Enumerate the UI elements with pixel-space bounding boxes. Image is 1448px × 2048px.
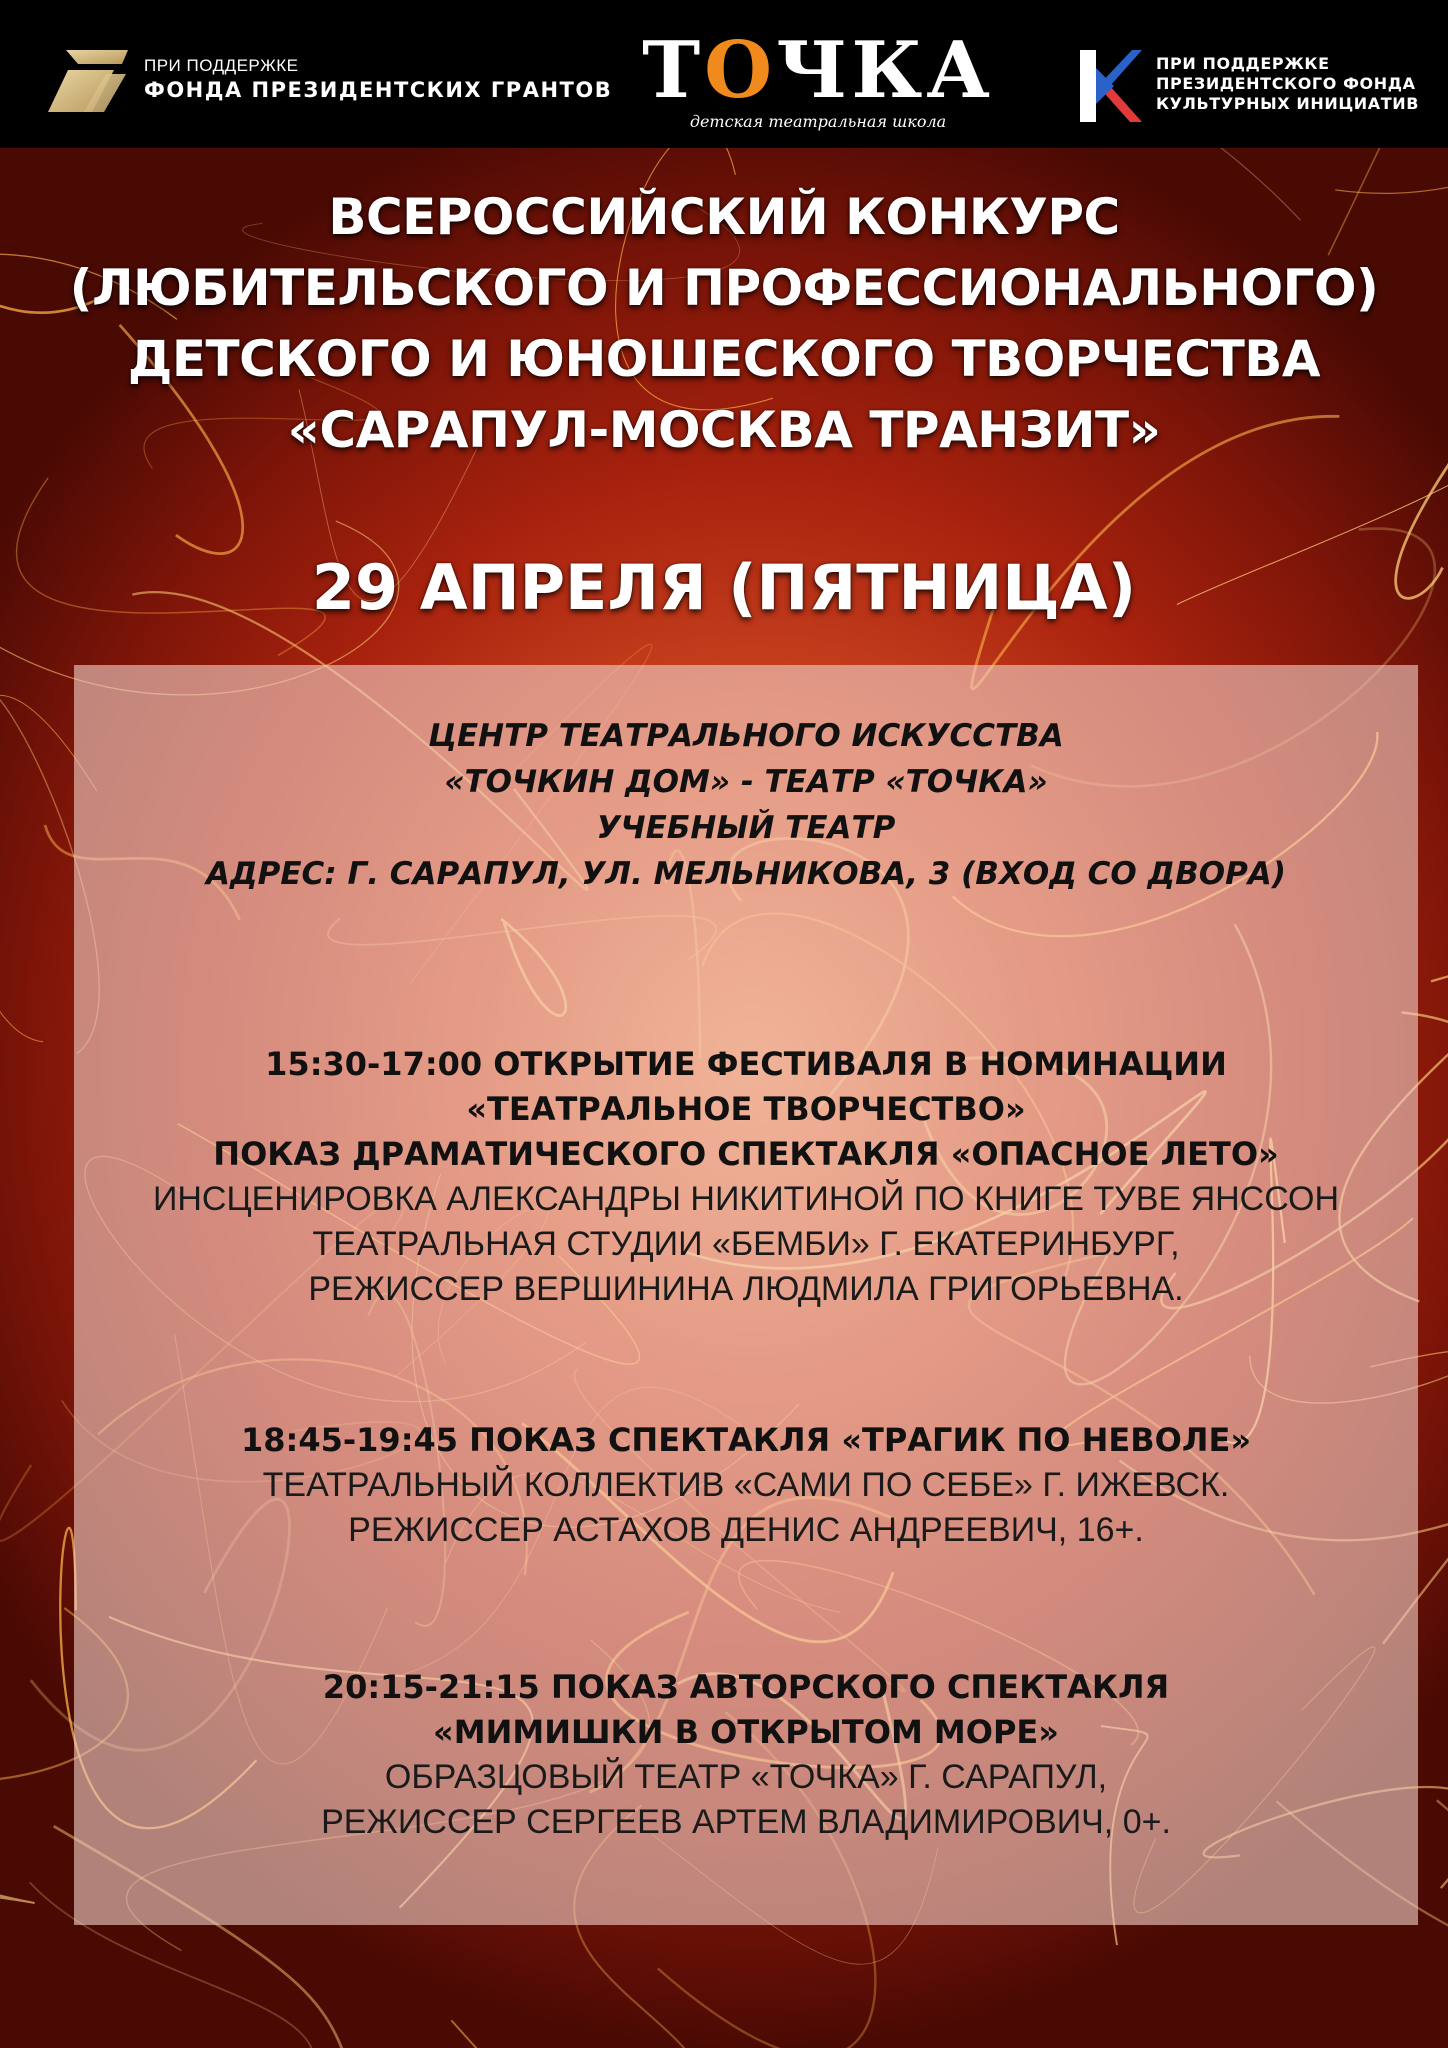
cultural-initiatives-fund-logo-icon bbox=[1080, 46, 1142, 126]
venue-address: АДРЕС: Г. САРАПУЛ, УЛ. МЕЛЬНИКОВА, 3 (ВХОД СО ДВОРА) bbox=[206, 856, 1286, 892]
event-1-heading-2: «ТЕАТРАЛЬНОЕ ТВОРЧЕСТВО» bbox=[466, 1090, 1026, 1128]
presidential-grants-fund-logo-icon bbox=[48, 46, 130, 116]
schedule-event-2 bbox=[74, 1418, 1418, 1553]
cultural-initiatives-fund-caption bbox=[1156, 54, 1419, 114]
venue-line-3: УЧЕБНЫЙ ТЕАТР bbox=[596, 810, 896, 846]
event-1-heading-3: ПОКАЗ ДРАМАТИЧЕСКОГО СПЕКТАКЛЯ «ОПАСНОЕ ЛЕТО» bbox=[213, 1135, 1279, 1173]
venue-info bbox=[74, 713, 1418, 897]
tochka-logo-word bbox=[632, 26, 1004, 116]
pfki-line-1: ПРИ ПОДДЕРЖКЕ bbox=[1156, 54, 1330, 73]
event-2-desc-1: ТЕАТРАЛЬНЫЙ КОЛЛЕКТИВ «САМИ ПО СЕБЕ» Г. ИЖЕВСК. bbox=[262, 1466, 1230, 1504]
venue-line-1: ЦЕНТР ТЕАТРАЛЬНОГО ИСКУССТВА bbox=[428, 718, 1064, 754]
schedule-event-1 bbox=[74, 1042, 1418, 1312]
grants-support-label: ПРИ ПОДДЕРЖКЕ bbox=[144, 56, 299, 75]
event-1-desc-2: ТЕАТРАЛЬНАЯ СТУДИИ «БЕМБИ» Г. ЕКАТЕРИНБУРГ, bbox=[312, 1225, 1180, 1263]
event-1-heading-1: 15:30-17:00 ОТКРЫТИЕ ФЕСТИВАЛЯ В НОМИНАЦИИ bbox=[265, 1045, 1227, 1083]
event-3-desc-1: ОБРАЗЦОВЫЙ ТЕАТР «ТОЧКА» Г. САРАПУЛ, bbox=[384, 1758, 1108, 1796]
event-3-heading-2: «МИМИШКИ В ОТКРЫТОМ МОРЕ» bbox=[433, 1713, 1059, 1751]
light-trail bbox=[451, 2020, 896, 2048]
title-line-1: ВСЕРОССИЙСКИЙ КОНКУРС bbox=[328, 188, 1120, 246]
tochka-logo bbox=[632, 26, 1004, 136]
title-line-2: (ЛЮБИТЕЛЬСКОГО И ПРОФЕССИОНАЛЬНОГО) bbox=[69, 259, 1379, 317]
event-2-desc-2: РЕЖИССЕР АСТАХОВ ДЕНИС АНДРЕЕВИЧ, 16+. bbox=[348, 1511, 1144, 1549]
title-line-4: «САРАПУЛ-МОСКВА ТРАНЗИТ» bbox=[287, 401, 1161, 459]
schedule-panel bbox=[74, 665, 1418, 1925]
pfki-line-2: ПРЕЗИДЕНТСКОГО ФОНДА bbox=[1156, 74, 1416, 93]
title-line-3: ДЕТСКОГО И ЮНОШЕСКОГО ТВОРЧЕСТВА bbox=[127, 330, 1321, 388]
grants-fund-name: ФОНДА ПРЕЗИДЕНТСКИХ ГРАНТОВ bbox=[144, 78, 613, 102]
event-3-desc-2: РЕЖИССЕР СЕРГЕЕВ АРТЕМ ВЛАДИМИРОВИЧ, 0+. bbox=[321, 1803, 1171, 1841]
contest-title bbox=[0, 182, 1448, 466]
presidential-grants-fund-caption bbox=[144, 56, 612, 104]
pfki-line-3: КУЛЬТУРНЫХ ИНИЦИАТИВ bbox=[1156, 94, 1420, 113]
event-date: 29 АПРЕЛЯ (ПЯТНИЦА) bbox=[311, 551, 1137, 624]
tochka-logo-subtitle: детская театральная школа bbox=[689, 112, 947, 131]
event-1-desc-1: ИНСЦЕНИРОВКА АЛЕКСАНДРЫ НИКИТИНОЙ ПО КНИГЕ ТУВЕ ЯНССОН bbox=[152, 1180, 1340, 1218]
event-1-desc-3: РЕЖИССЕР ВЕРШИНИНА ЛЮДМИЛА ГРИГОРЬЕВНА. bbox=[308, 1270, 1184, 1308]
schedule-event-3 bbox=[74, 1665, 1418, 1845]
event-3-heading-1: 20:15-21:15 ПОКАЗ АВТОРСКОГО СПЕКТАКЛЯ bbox=[322, 1668, 1170, 1706]
tochka-logo-text: ТОЧКА bbox=[642, 25, 994, 116]
header-bar bbox=[0, 0, 1448, 148]
event-2-heading-1: 18:45-19:45 ПОКАЗ СПЕКТАКЛЯ «ТРАГИК ПО НЕВОЛЕ» bbox=[241, 1421, 1251, 1459]
venue-line-2: «ТОЧКИН ДОМ» - ТЕАТР «ТОЧКА» bbox=[444, 764, 1048, 800]
light-trail bbox=[0, 1695, 34, 1903]
